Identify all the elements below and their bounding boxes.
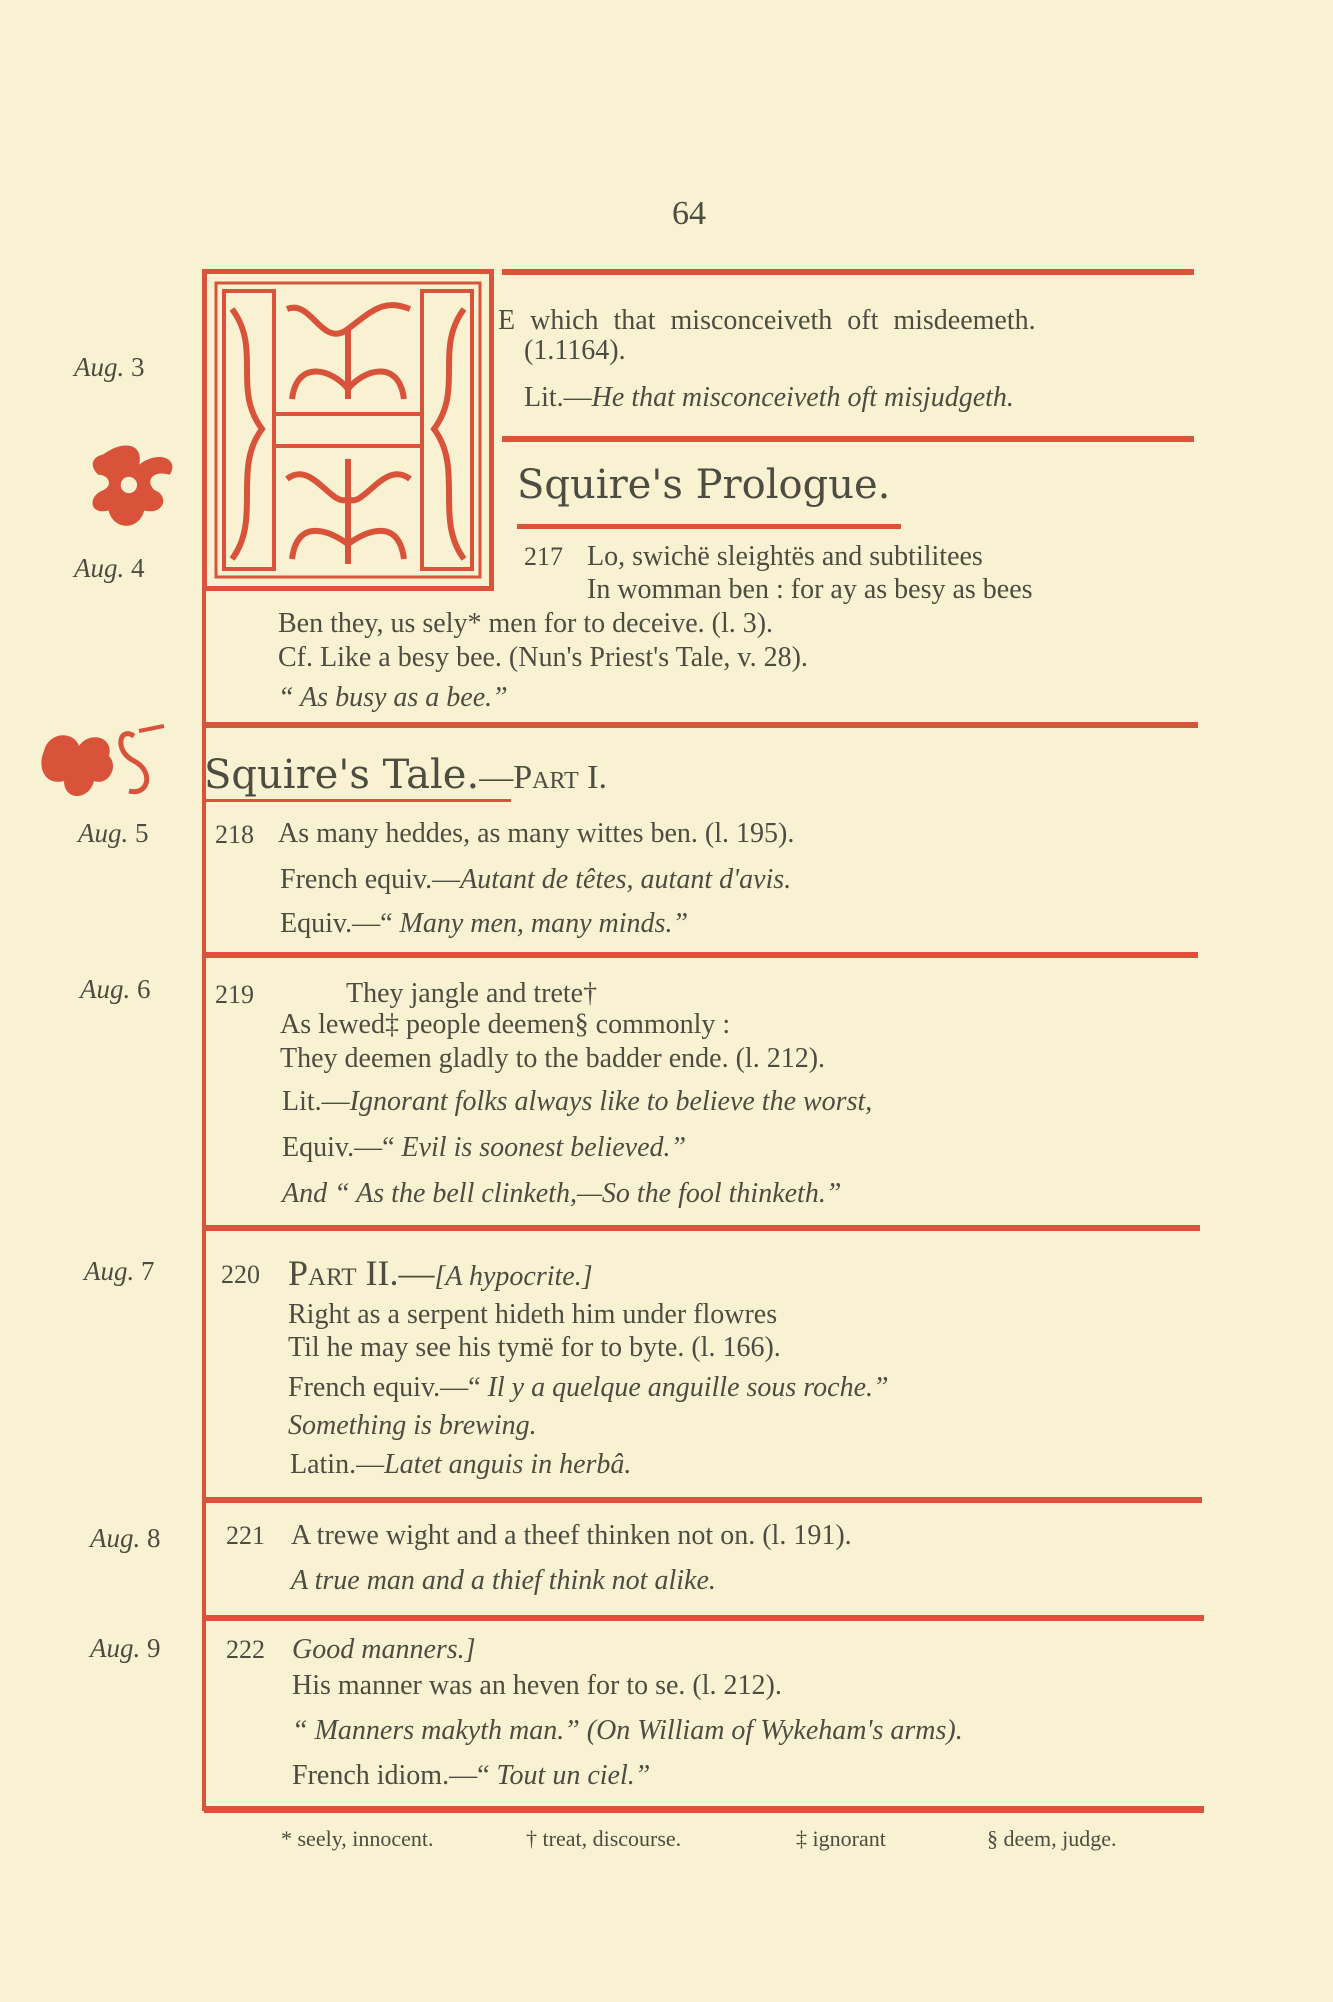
- footnote: * seely, innocent.: [281, 1826, 434, 1851]
- date-label: Aug.: [80, 974, 131, 1004]
- rule: [204, 952, 1198, 958]
- gloss-line: A true man and a thief think not alike.: [291, 1565, 716, 1596]
- footnote: ‡ ignorant: [796, 1826, 886, 1851]
- date-day: 9: [147, 1633, 161, 1663]
- date-label: Aug.: [74, 553, 125, 583]
- label: French equiv.—: [280, 864, 461, 895]
- verse-line: As many heddes, as many wittes ben. (l. 195).: [278, 818, 795, 849]
- latin: [290, 1448, 631, 1482]
- entry-number: 220: [221, 1260, 260, 1289]
- date-label: Aug.: [78, 818, 129, 848]
- rule: [204, 1615, 1204, 1621]
- french-equiv: [280, 863, 791, 897]
- date-label: Aug.: [74, 352, 125, 382]
- floral-ornament-icon: [38, 721, 180, 805]
- date-aug-5: [78, 818, 149, 849]
- rule: [204, 1806, 1204, 1813]
- rule: [502, 269, 1194, 275]
- cf-line: Cf. Like a besy bee. (Nun's Priest's Tale, v. 28).: [278, 642, 808, 673]
- label: Latin.—: [290, 1449, 385, 1480]
- verse-line: Ben they, us sely* men for to deceive. (l. 3).: [278, 608, 774, 639]
- entry-number: 217: [524, 542, 563, 571]
- entry-number: 222: [226, 1635, 265, 1664]
- label: Equiv.—“: [280, 908, 400, 939]
- verse-line: Right as a serpent hideth him under flowres: [288, 1299, 778, 1330]
- rule: [204, 722, 1198, 728]
- date-day: 7: [141, 1256, 155, 1286]
- literal-text: Ignorant folks always like to believe the worst,: [349, 1086, 873, 1117]
- title-underline: [204, 799, 511, 802]
- label: French idiom.—“: [292, 1760, 497, 1791]
- verse-line: Til he may see his tymë for to byte. (l. 166).: [288, 1332, 781, 1363]
- french-text: Autant de têtes, autant d'avis.: [460, 864, 792, 895]
- verse-line: They deemen gladly to the badder ende. (l. 212).: [280, 1043, 826, 1074]
- gloss-line: Something is brewing.: [288, 1410, 537, 1441]
- date-day: 8: [147, 1523, 161, 1553]
- verse-line: A trewe wight and a theef thinken not on. (l. 191).: [291, 1520, 852, 1551]
- label: Lit.—: [524, 382, 592, 413]
- equiv: [280, 907, 688, 941]
- heading-note: [A hypocrite.]: [434, 1261, 593, 1292]
- date-day: 6: [137, 974, 151, 1004]
- heading-note: Good manners.]: [292, 1634, 476, 1665]
- tale-title: Squire's Tale.: [204, 752, 480, 798]
- date-label: Aug.: [84, 1256, 135, 1286]
- date-aug-9: [90, 1633, 161, 1664]
- intro-line: E which that misconceiveth oft misdeemeth.: [498, 305, 1036, 336]
- date-aug-6: [80, 974, 151, 1005]
- literal-text: He that misconceiveth oft misjudgeth.: [591, 382, 1014, 413]
- date-aug-8: [90, 1523, 161, 1554]
- rule: [204, 1225, 1200, 1231]
- part-heading: [288, 1252, 593, 1294]
- section-title-prologue: Squire's Prologue.: [517, 462, 891, 508]
- and-line: And “ As the bell clinketh,—So the fool thinketh.”: [282, 1178, 842, 1209]
- literal: [282, 1085, 872, 1119]
- section-title-tale: [204, 752, 607, 798]
- french-text: Tout un ciel.”: [496, 1760, 651, 1791]
- label: Equiv.—“: [282, 1132, 402, 1163]
- footnote: § deem, judge.: [987, 1826, 1117, 1851]
- footnote: † treat, discourse.: [526, 1826, 682, 1851]
- label: French equiv.—“: [288, 1372, 488, 1403]
- verse-line: As lewed‡ people deemen§ commonly :: [280, 1009, 731, 1040]
- entry-number: 221: [226, 1521, 265, 1550]
- date-aug-4: [74, 553, 145, 584]
- quote-line: “ Manners makyth man.” (On William of Wykeham's arms).: [292, 1715, 963, 1746]
- date-aug-3: [74, 352, 145, 383]
- entry-number: 218: [215, 820, 254, 849]
- entry-number: 219: [215, 980, 254, 1009]
- french-idiom: [292, 1759, 650, 1793]
- date-label: Aug.: [90, 1523, 141, 1553]
- equiv-text: Many men, many minds.”: [399, 908, 689, 939]
- french-text: Il y a quelque anguille sous roche.”: [487, 1372, 889, 1403]
- floral-ornament-icon: [83, 434, 185, 536]
- date-day: 3: [131, 352, 145, 382]
- equiv-text: Evil is soonest believed.”: [401, 1132, 687, 1163]
- verse-line: In womman ben : for ay as besy as bees: [587, 574, 1033, 605]
- verse-line: His manner was an heven for to se. (l. 212).: [292, 1670, 782, 1701]
- verse-line: Lo, swichë sleightës and subtilitees: [587, 541, 983, 572]
- quote-line: “ As busy as a bee.”: [278, 682, 508, 713]
- intro-line-ref: (1.1164).: [524, 335, 626, 366]
- intro-literal: [524, 381, 1014, 415]
- rule: [204, 1497, 1202, 1503]
- label: Lit.—: [282, 1086, 350, 1117]
- rule: [502, 436, 1194, 442]
- latin-text: Latet anguis in herbâ.: [384, 1449, 632, 1480]
- date-label: Aug.: [90, 1633, 141, 1663]
- equiv: [282, 1131, 686, 1165]
- title-underline: [517, 524, 901, 529]
- part-label: —Part I.: [479, 759, 607, 796]
- page-number: 64: [672, 195, 706, 232]
- date-day: 4: [131, 553, 145, 583]
- verse-line: They jangle and trete†: [346, 978, 598, 1009]
- part-label: Part II.—: [288, 1253, 435, 1293]
- decorated-initial-h-icon: [202, 269, 494, 591]
- date-day: 5: [135, 818, 149, 848]
- french-equiv: [288, 1371, 889, 1405]
- date-aug-7: [84, 1256, 155, 1287]
